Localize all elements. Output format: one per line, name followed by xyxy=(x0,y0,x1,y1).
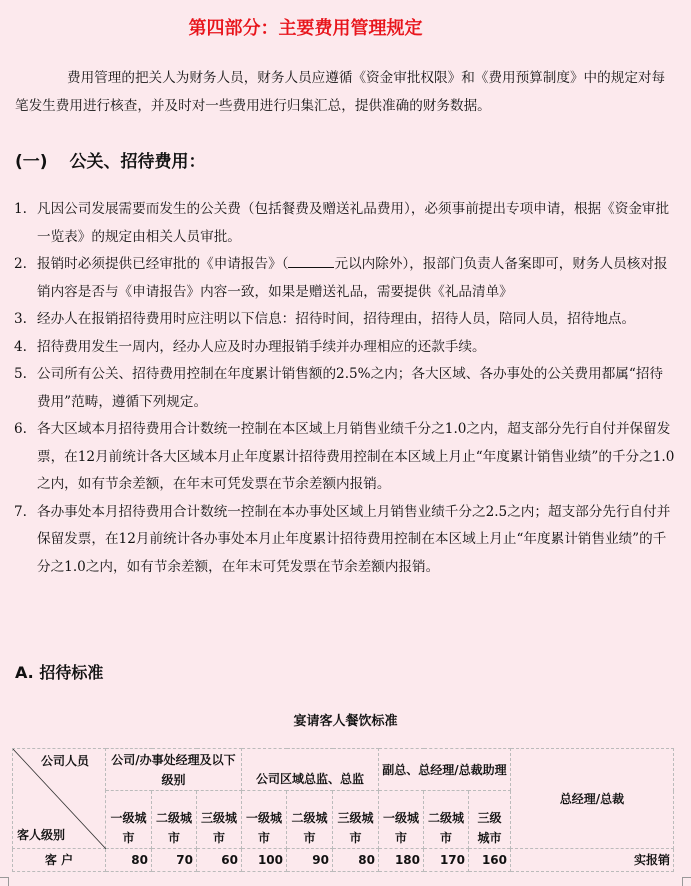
intro-paragraph: 费用管理的把关人为财务人员，财务人员应遵循《资金审批权限》和《费用预算制度》中的规定对每笔发生费用进行核查，并及时对一些费用进行归集汇总，提供准确的财务数据。 xyxy=(15,70,666,114)
table-row xyxy=(13,849,674,872)
item-number: 4. xyxy=(14,338,27,355)
group-header: 公司区域总监、总监 xyxy=(242,749,379,791)
corner-bottom-label: 客人级别 xyxy=(17,828,66,842)
cell-value: 70 xyxy=(152,849,197,872)
corner-top-label: 公司人员 xyxy=(40,754,89,768)
item-text: 报销时必须提供已经审批的《申请报告》（ xyxy=(37,256,289,272)
cell-value: 80 xyxy=(106,849,152,872)
item-text: 经办人在报销招待费用时应注明以下信息：招待时间，招待理由，招待人员，陪同人员，招待地点。 xyxy=(37,311,636,327)
section-number: (一) xyxy=(15,152,48,172)
page-corner-mark xyxy=(0,877,9,886)
list-item xyxy=(0,416,676,499)
item-number: 2. xyxy=(14,256,27,272)
list-item xyxy=(0,334,676,362)
cell-value: 160 xyxy=(469,849,511,872)
section-title: 公关、招待费用： xyxy=(69,152,206,172)
group-header: 副总、总经理/总裁助理 xyxy=(379,749,511,791)
item-text: 元以内除外），报部门负责人备案即可，财务人员核对报销内容是否与《申请报告》内容一致，如果是赠送礼品，需要提供《礼品清单》 xyxy=(37,256,668,300)
city-header: 三级城市 xyxy=(469,791,511,849)
list-item xyxy=(0,361,676,416)
cell-value: 90 xyxy=(287,849,333,872)
rules-list xyxy=(0,196,676,581)
city-header: 一级城市 xyxy=(379,791,424,849)
item-text: 公司所有公关、招待费用控制在年度累计销售额的2.5%之内；各大区域、各办事处的公关费用都属“招待费用”范畴，遵循下列规定。 xyxy=(37,366,664,410)
item-number: 1. xyxy=(14,201,27,217)
subsection-heading: A. 招待标准 xyxy=(15,663,104,682)
cell-value: 100 xyxy=(242,849,287,872)
row-label: 客 户 xyxy=(13,849,106,872)
table-caption: 宴请客人餐饮标准 xyxy=(293,714,398,729)
city-header: 三级城市 xyxy=(333,791,379,849)
page-title: 第四部分：主要费用管理规定 xyxy=(188,18,423,39)
item-text: 招待费用发生一周内，经办人应及时办理报销手续并办理相应的还款手续。 xyxy=(37,338,486,355)
cell-value: 80 xyxy=(333,849,379,872)
item-number: 3. xyxy=(14,311,27,327)
dining-standard-table xyxy=(12,748,674,872)
corner-cell xyxy=(13,749,106,849)
section-heading xyxy=(15,147,206,172)
city-header: 一级城市 xyxy=(242,791,287,849)
cell-value: 实报销 xyxy=(511,849,674,872)
group-header: 总经理/总裁 xyxy=(511,749,674,849)
item-text: 凡因公司发展需要而发生的公关费（包括餐费及赠送礼品费用），必须事前提出专项申请，根据《资金审批一览表》的规定由相关人员审批。 xyxy=(37,201,670,245)
item-text: 各大区域本月招待费用合计数统一控制在本区域上月销售业绩千分之1.0之内，超支部分先行自付并保留发票，在12月前统计各大区域本月止年度累计招待费用控制在本区域上月止“年度累计销售业绩”的千分之1.0之内，如有节余差额，在年末可凭发票在节余差额内报销。 xyxy=(37,421,675,492)
list-item xyxy=(0,251,676,306)
cell-value: 170 xyxy=(424,849,469,872)
city-header: 二级城市 xyxy=(424,791,469,849)
page-corner-mark xyxy=(682,877,691,886)
city-header: 二级城市 xyxy=(287,791,333,849)
item-text: 各办事处本月招待费用合计数统一控制在本办事处区域上月销售业绩千分之2.5之内；超支部分先行自付并保留发票，在12月前统计各办事处本月止年度累计招待费用控制在本区域上月止“年度累计销售业绩”的千分之1.0之内，如有节余差额，在年末可凭发票在节余差额内报销。 xyxy=(37,503,671,575)
city-header: 二级城市 xyxy=(152,791,197,849)
list-item xyxy=(0,306,676,334)
cell-value: 60 xyxy=(197,849,242,872)
cell-value: 180 xyxy=(379,849,424,872)
item-number: 5. xyxy=(14,366,27,382)
list-item xyxy=(0,196,676,251)
city-header: 一级城市 xyxy=(106,791,152,849)
item-number: 7. xyxy=(14,503,27,520)
city-header: 三级城市 xyxy=(197,791,242,849)
item-number: 6. xyxy=(14,421,27,437)
list-item xyxy=(0,499,676,582)
blank-field xyxy=(288,253,334,268)
group-header: 公司/办事处经理及以下级别 xyxy=(106,749,242,791)
